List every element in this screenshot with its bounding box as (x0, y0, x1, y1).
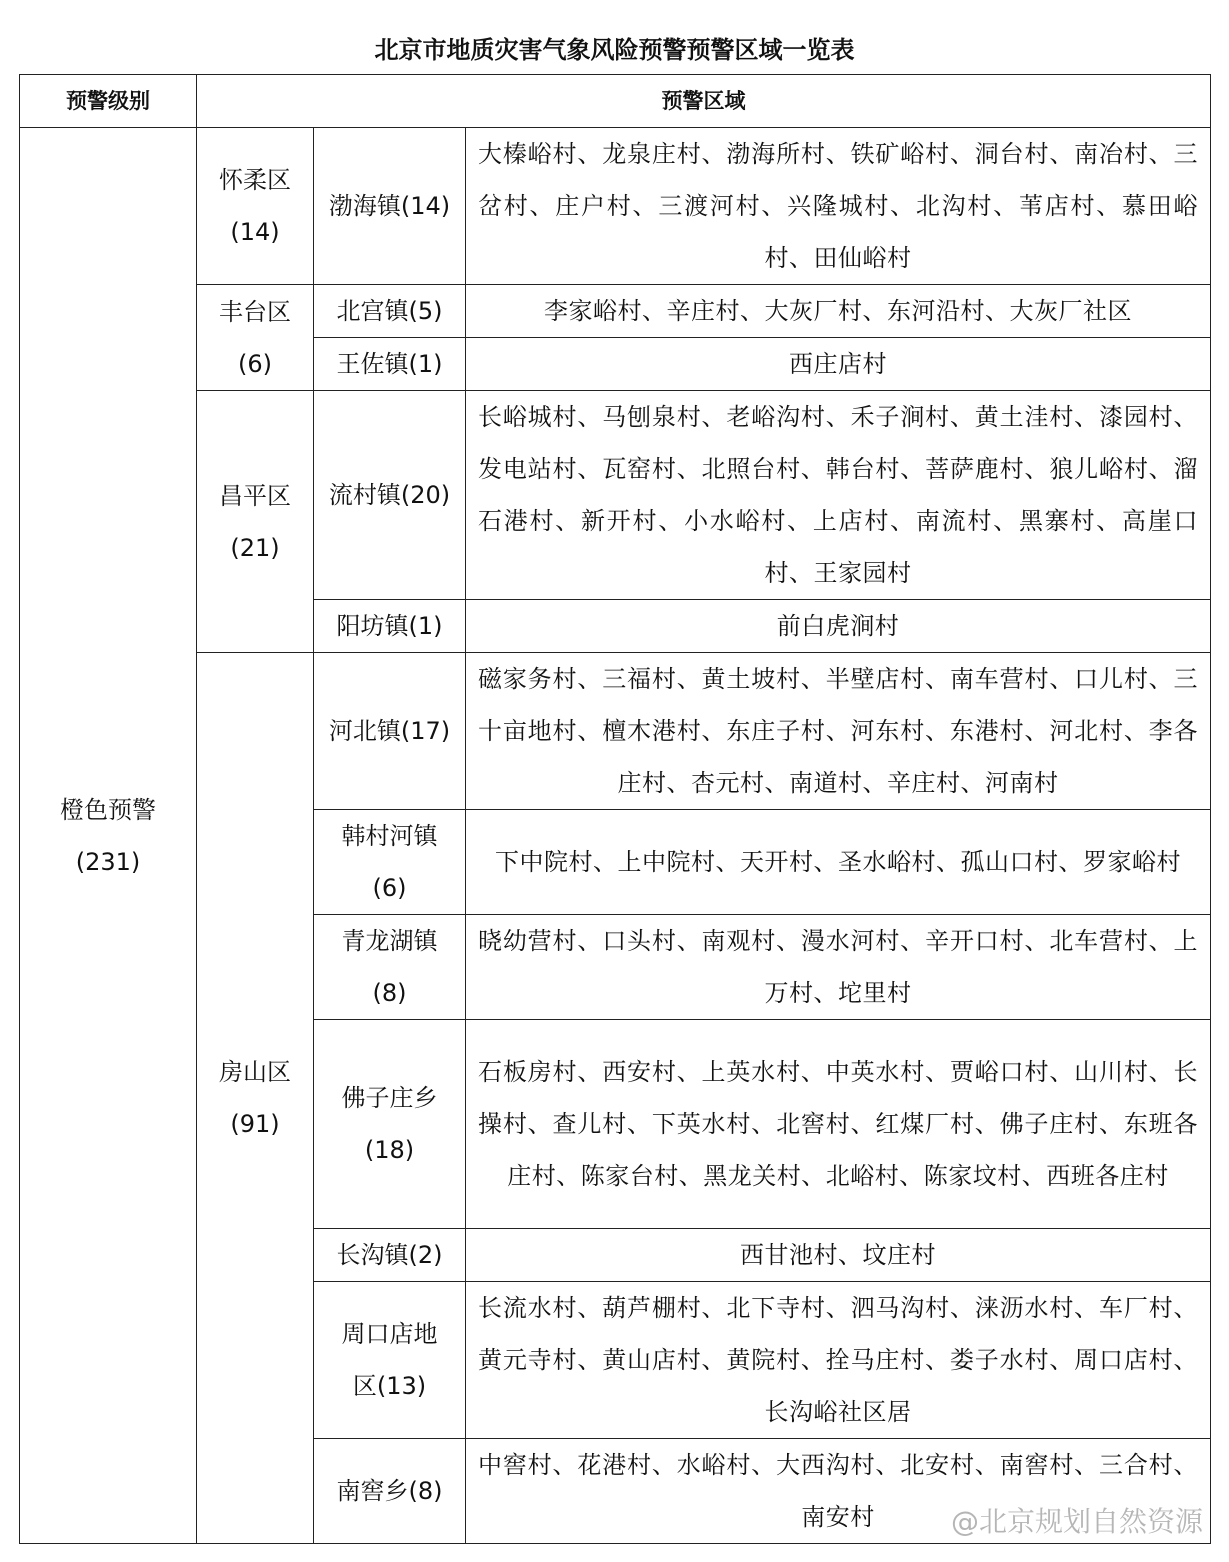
villages-cell: 西甘池村、坟庄村 (466, 1229, 1211, 1282)
villages-cell: 前白虎涧村 (466, 600, 1211, 653)
table-row (20, 391, 1211, 600)
header-level: 预警级别 (20, 75, 197, 128)
town-cell: 王佐镇(1) (314, 338, 466, 391)
district-count: (91) (230, 1110, 280, 1138)
district-count: (14) (230, 218, 280, 246)
town-cell: 阳坊镇(1) (314, 600, 466, 653)
page-title: 北京市地质灾害气象风险预警预警区域一览表 (374, 36, 855, 64)
district-cell (197, 285, 314, 391)
villages-cell: 中窖村、花港村、水峪村、大西沟村、北安村、南窖村、三合村、南安村 (466, 1439, 1211, 1544)
warning-area-table (19, 74, 1211, 1544)
villages-cell: 石板房村、西安村、上英水村、中英水村、贾峪口村、山川村、长操村、查儿村、下英水村、北窖村、红煤厂村、佛子庄村、东班各庄村、陈家台村、黑龙关村、北峪村、陈家坟村、西班各庄村 (466, 1020, 1211, 1229)
town-cell: 青龙湖镇(8) (314, 915, 466, 1020)
town-cell: 南窖乡(8) (314, 1439, 466, 1544)
district-count: (21) (230, 533, 280, 562)
district-name: 昌平区 (219, 481, 291, 510)
town-cell: 周口店地区(13) (314, 1282, 466, 1439)
header-area: 预警区域 (197, 75, 1211, 128)
villages-cell: 长流水村、葫芦棚村、北下寺村、泗马沟村、涞沥水村、车厂村、黄元寺村、黄山店村、黄院村、拴马庄村、娄子水村、周口店村、长沟峪社区居 (466, 1282, 1211, 1439)
district-name: 怀柔区 (219, 166, 291, 194)
level-cell (20, 128, 197, 1544)
watermark: @北京规划自然资源 (950, 1505, 1203, 1538)
town-cell: 北宫镇(5) (314, 285, 466, 338)
district-count: (6) (238, 349, 272, 378)
villages-cell: 李家峪村、辛庄村、大灰厂村、东河沿村、大灰厂社区 (466, 285, 1211, 338)
villages-cell: 磁家务村、三福村、黄土坡村、半壁店村、南车营村、口儿村、三十亩地村、檀木港村、东庄子村、河东村、东港村、河北村、李各庄村、杏元村、南道村、辛庄村、河南村 (466, 653, 1211, 810)
town-cell: 流村镇(20) (314, 391, 466, 600)
district-name: 房山区 (219, 1058, 291, 1086)
district-cell (197, 653, 314, 1544)
level-name: 橙色预警 (60, 795, 156, 824)
town-cell: 渤海镇(14) (314, 128, 466, 285)
villages-cell: 长峪城村、马刨泉村、老峪沟村、禾子涧村、黄土洼村、漆园村、发电站村、瓦窑村、北照台村、韩台村、菩萨鹿村、狼儿峪村、溜石港村、新开村、小水峪村、上店村、南流村、黑寨村、高崖口村、王家园村 (466, 391, 1211, 600)
district-cell (197, 128, 314, 285)
villages-cell: 下中院村、上中院村、天开村、圣水峪村、孤山口村、罗家峪村 (466, 810, 1211, 915)
table-row (20, 128, 1211, 285)
villages-cell: 大榛峪村、龙泉庄村、渤海所村、铁矿峪村、洞台村、南冶村、三岔村、庄户村、三渡河村、兴隆城村、北沟村、苇店村、慕田峪村、田仙峪村 (466, 128, 1211, 285)
town-cell: 佛子庄乡(18) (314, 1020, 466, 1229)
table-row (20, 285, 1211, 338)
town-cell: 韩村河镇(6) (314, 810, 466, 915)
villages-cell: 晓幼营村、口头村、南观村、漫水河村、辛开口村、北车营村、上万村、坨里村 (466, 915, 1211, 1020)
level-count: (231) (75, 847, 141, 876)
header-row (20, 75, 1211, 128)
table-row (20, 653, 1211, 810)
district-name: 丰台区 (219, 297, 291, 326)
villages-cell: 西庄店村 (466, 338, 1211, 391)
town-cell: 长沟镇(2) (314, 1229, 466, 1282)
town-cell: 河北镇(17) (314, 653, 466, 810)
district-cell (197, 391, 314, 653)
